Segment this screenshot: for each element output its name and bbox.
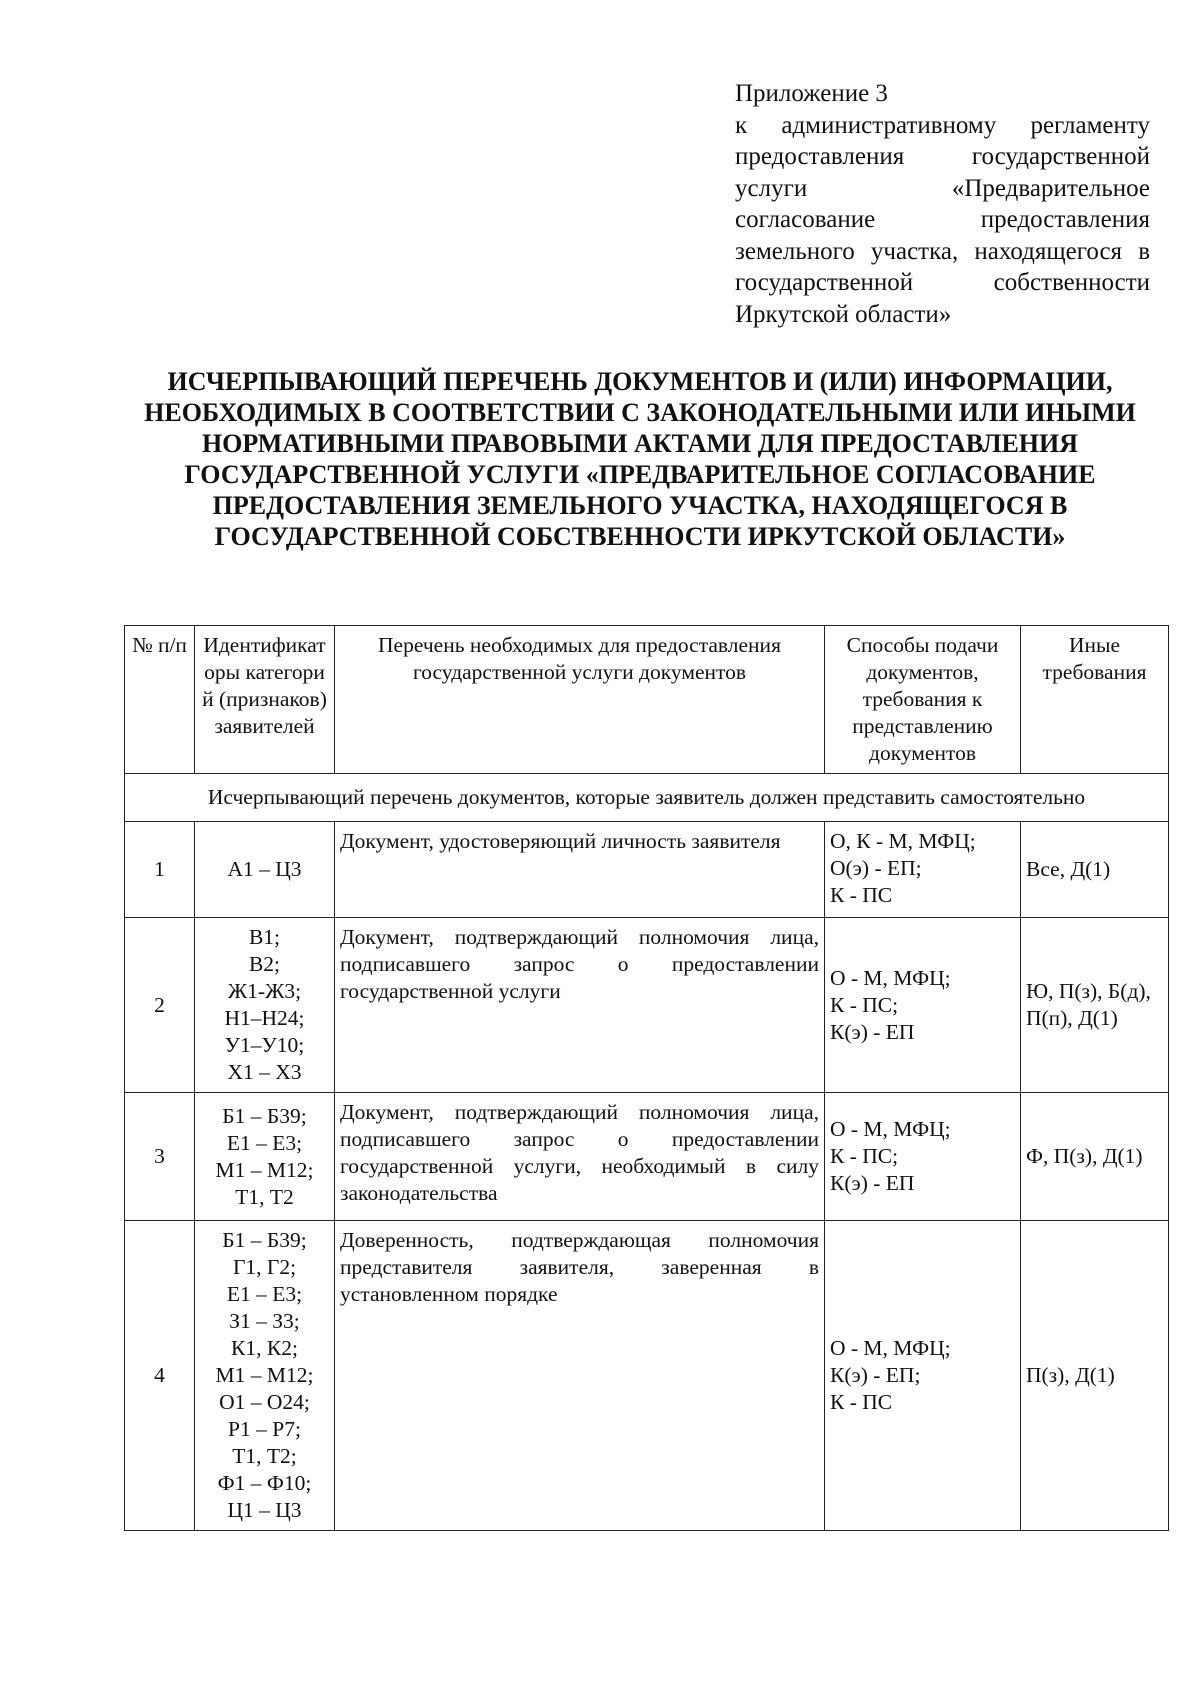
submission-line: О(э) - ЕП; (830, 856, 922, 880)
submission-line: К - ПС; (830, 992, 899, 1017)
row-submission (825, 918, 1021, 1093)
submission-line: К(э) - ЕП (830, 1019, 915, 1044)
applicant-id-line: Ф1 – Ф10; (217, 1471, 312, 1495)
table-row (125, 1093, 1169, 1221)
header-ids: Идентификаторы категорий (признаков) заявителей (195, 626, 335, 774)
row-submission (825, 1093, 1021, 1221)
applicant-id-line: Х1 – Х3 (227, 1060, 302, 1084)
applicant-id-line: К1, К2; (231, 1336, 298, 1360)
row-other-requirements: Ф, П(з), Д(1) (1021, 1093, 1169, 1221)
appendix-text: к административному регламенту предоставления государственной услуги «Предварительное согласование предоставления земельного участка, находящегося в государственной собственности Иркутской области» (735, 111, 1150, 328)
applicant-id-line: Б1 – Б39; (222, 1103, 307, 1128)
row-number: 4 (125, 1221, 195, 1531)
row-number: 1 (125, 822, 195, 918)
applicant-id-line: М1 – М12; (215, 1157, 314, 1182)
table-row (125, 1221, 1169, 1531)
submission-line: К(э) - ЕП (830, 1171, 915, 1195)
applicant-id-line: З1 – З3; (229, 1309, 300, 1333)
row-document: Документ, подтверждающий полномочия лица, подписавшего запрос о предоставлении государственной услуги (335, 918, 825, 1093)
row-number: 3 (125, 1093, 195, 1221)
appendix-block (735, 78, 1150, 330)
applicant-id-line: У1–У10; (224, 1033, 305, 1057)
row-other-requirements: Все, Д(1) (1021, 822, 1169, 918)
applicant-id-line: Е1 – Е3; (226, 1282, 303, 1306)
applicant-id-line: М1 – М12; (215, 1363, 314, 1387)
header-docs: Перечень необходимых для предоставления государственной услуги документов (335, 626, 825, 774)
applicant-id-line: Т1, Т2 (235, 1184, 294, 1209)
header-num: № п/п (125, 626, 195, 774)
submission-line: К(э) - ЕП; (830, 1363, 921, 1387)
submission-line: К - ПС (830, 1390, 893, 1414)
applicant-id-line: В2; (248, 952, 281, 976)
submission-line: О, К - М, МФЦ; (830, 829, 976, 853)
applicant-id-line: О1 – О24; (219, 1390, 310, 1414)
table-header-row (125, 626, 1169, 774)
header-other: Иные требования (1021, 626, 1169, 774)
submission-line: О - М, МФЦ; (830, 1336, 951, 1360)
row-document: Доверенность, подтверждающая полномочия представителя заявителя, заверенная в установленном порядке (335, 1221, 825, 1531)
submission-line: О - М, МФЦ; (830, 965, 951, 990)
table-row (125, 822, 1169, 918)
row-document: Документ, подтверждающий полномочия лица, подписавшего запрос о предоставлении государственной услуги, необходимый в силу законодательства (335, 1093, 825, 1221)
document-title: ИСЧЕРПЫВАЮЩИЙ ПЕРЕЧЕНЬ ДОКУМЕНТОВ И (ИЛИ) ИНФОРМАЦИИ, НЕОБХОДИМЫХ В СООТВЕТСТВИИ С ЗАКОНОДАТЕЛЬНЫМИ ИЛИ ИНЫМИ НОРМАТИВНЫМИ ПРАВОВЫМИ АКТАМИ ДЛЯ ПРЕДОСТАВЛЕНИЯ ГОСУДАРСТВЕННОЙ УСЛУГИ «ПРЕДВАРИТЕЛЬНОЕ СОГЛАСОВАНИЕ ПРЕДОСТАВЛЕНИЯ ЗЕМЕЛЬНОГО УЧАСТКА, НАХОДЯЩЕГОСЯ В ГОСУДАРСТВЕННОЙ СОБСТВЕННОСТИ ИРКУТСКОЙ ОБЛАСТИ» (144, 367, 1136, 551)
section-label: Исчерпывающий перечень документов, которые заявитель должен представить самостоятельно (125, 774, 1169, 822)
row-other-requirements: Ю, П(з), Б(д), П(п), Д(1) (1021, 918, 1169, 1093)
submission-line: О - М, МФЦ; (830, 1117, 951, 1141)
row-submission (825, 822, 1021, 918)
applicant-id-line: В1; (248, 925, 281, 949)
applicant-id-line: Р1 – Р7; (228, 1417, 301, 1441)
applicant-id-line: Ж1-Ж3; (227, 979, 302, 1003)
applicant-id-line: Г1, Г2; (232, 1255, 297, 1279)
applicant-id-line: Т1, Т2; (232, 1444, 297, 1468)
row-number: 2 (125, 918, 195, 1093)
applicant-id-line: Б1 – Б39; (222, 1228, 307, 1252)
documents-table (124, 625, 1169, 1531)
row-submission (825, 1221, 1021, 1531)
header-submission: Способы подачи документов, требования к представлению документов (825, 626, 1021, 774)
row-applicant-ids (195, 1221, 335, 1531)
applicant-id-line: Ц1 – Ц3 (227, 1498, 302, 1522)
table-row (125, 918, 1169, 1093)
row-applicant-ids (195, 822, 335, 918)
submission-line: К - ПС (830, 883, 893, 907)
appendix-number: Приложение 3 (735, 80, 888, 107)
section-row (125, 774, 1169, 822)
applicant-id-line: А1 – Ц3 (227, 857, 302, 881)
applicant-id-line: Е1 – Е3; (226, 1130, 303, 1155)
submission-line: К - ПС; (830, 1144, 899, 1168)
row-other-requirements: П(з), Д(1) (1021, 1221, 1169, 1531)
row-document: Документ, удостоверяющий личность заявителя (335, 822, 825, 918)
row-applicant-ids (195, 918, 335, 1093)
row-applicant-ids (195, 1093, 335, 1221)
applicant-id-line: Н1–Н24; (224, 1006, 305, 1030)
